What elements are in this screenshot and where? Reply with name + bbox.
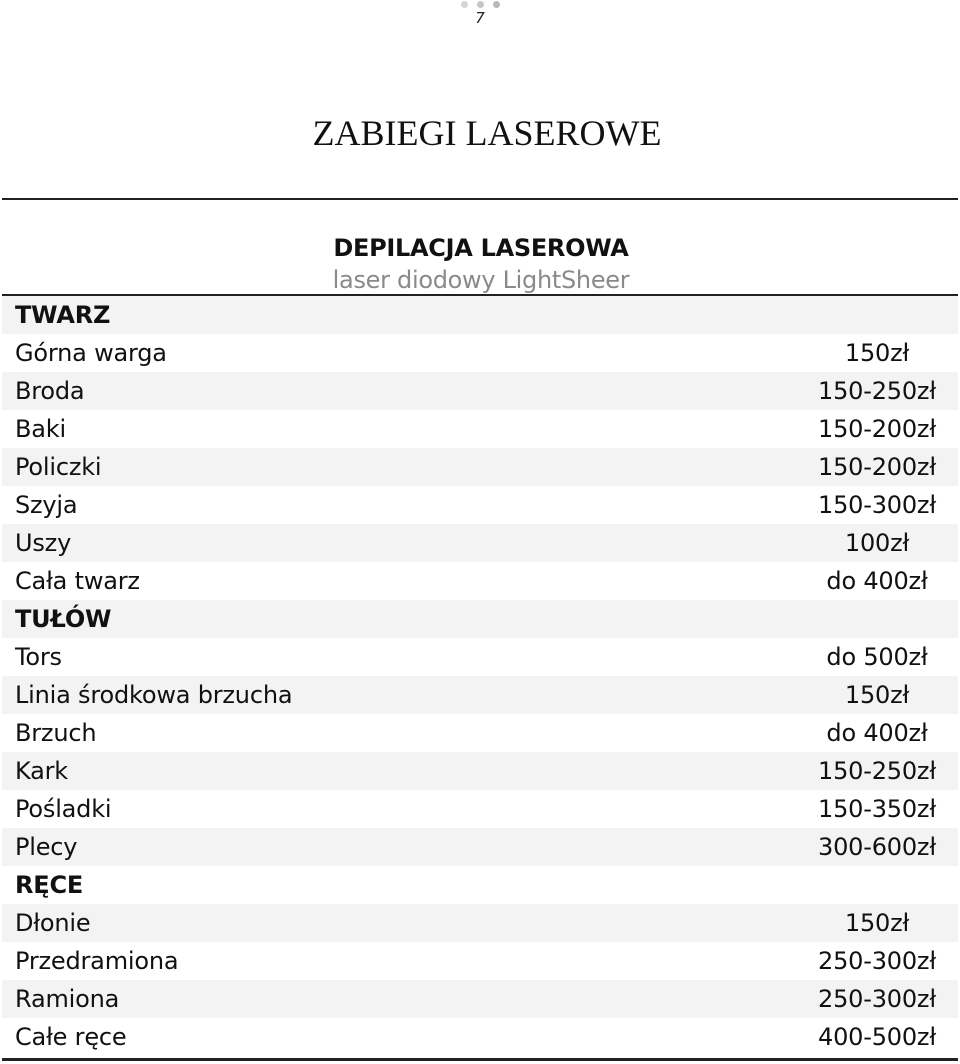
section-subheading: laser diodowy LightSheer <box>332 266 630 294</box>
treatment-price: 250-300zł <box>818 985 936 1013</box>
category-label: RĘCE <box>15 871 84 899</box>
treatment-label: Kark <box>15 757 68 785</box>
treatment-label: Linia środkowa brzucha <box>15 681 293 709</box>
treatment-price: 150-200zł <box>818 415 936 443</box>
treatment-price: do 400zł <box>826 719 928 747</box>
treatment-price: 250-300zł <box>818 947 936 975</box>
treatment-price: 100zł <box>844 529 910 557</box>
table-row <box>2 942 958 980</box>
treatment-price: 150zł <box>844 681 910 709</box>
treatment-label: Policzki <box>15 453 102 481</box>
treatment-label: Całe ręce <box>15 1023 127 1051</box>
table-row <box>2 980 958 1018</box>
treatment-price: 150zł <box>844 339 910 367</box>
treatment-label: Przedramiona <box>15 947 179 975</box>
table-row <box>2 676 958 714</box>
category-row <box>2 296 958 334</box>
treatment-price: 300-600zł <box>818 833 936 861</box>
treatment-price: 150-350zł <box>818 795 936 823</box>
treatment-label: Dłonie <box>15 909 91 937</box>
treatment-label: Ramiona <box>15 985 120 1013</box>
table-row <box>2 524 958 562</box>
treatment-price: 150-250zł <box>818 757 936 785</box>
dot <box>461 1 468 8</box>
table-row <box>2 714 958 752</box>
treatment-label: Uszy <box>15 529 72 557</box>
table-row <box>2 752 958 790</box>
table-bottom-divider <box>2 1058 958 1061</box>
page-indicator-dots <box>461 1 500 8</box>
table-row <box>2 562 958 600</box>
treatment-label: Brzuch <box>15 719 97 747</box>
treatment-label: Plecy <box>15 833 78 861</box>
table-row <box>2 1018 958 1056</box>
table-row <box>2 448 958 486</box>
table-row <box>2 828 958 866</box>
divider <box>2 198 958 200</box>
section-heading: DEPILACJA LASEROWA <box>333 234 629 262</box>
table-row <box>2 486 958 524</box>
treatment-label: Tors <box>15 643 62 671</box>
treatment-label: Górna warga <box>15 339 167 367</box>
treatment-label: Pośladki <box>15 795 112 823</box>
dot <box>493 1 500 8</box>
table-row <box>2 904 958 942</box>
treatment-label: Cała twarz <box>15 567 140 595</box>
price-table <box>2 296 958 1056</box>
page-number: 7 <box>475 9 485 27</box>
table-row <box>2 334 958 372</box>
treatment-price: 150zł <box>844 909 910 937</box>
table-row <box>2 638 958 676</box>
treatment-price: 150-300zł <box>818 491 936 519</box>
table-row <box>2 410 958 448</box>
treatment-price: do 500zł <box>826 643 928 671</box>
treatment-label: Baki <box>15 415 66 443</box>
table-row <box>2 372 958 410</box>
treatment-price: do 400zł <box>826 567 928 595</box>
treatment-price: 150-200zł <box>818 453 936 481</box>
treatment-price: 150-250zł <box>818 377 936 405</box>
category-label: TUŁÓW <box>15 605 112 633</box>
table-row <box>2 790 958 828</box>
category-label: TWARZ <box>15 301 111 329</box>
treatment-label: Szyja <box>15 491 78 519</box>
dot <box>477 1 484 8</box>
treatment-label: Broda <box>15 377 85 405</box>
category-row <box>2 866 958 904</box>
treatment-price: 400-500zł <box>818 1023 936 1051</box>
page-title: ZABIEGI LASEROWE <box>312 113 662 153</box>
category-row <box>2 600 958 638</box>
